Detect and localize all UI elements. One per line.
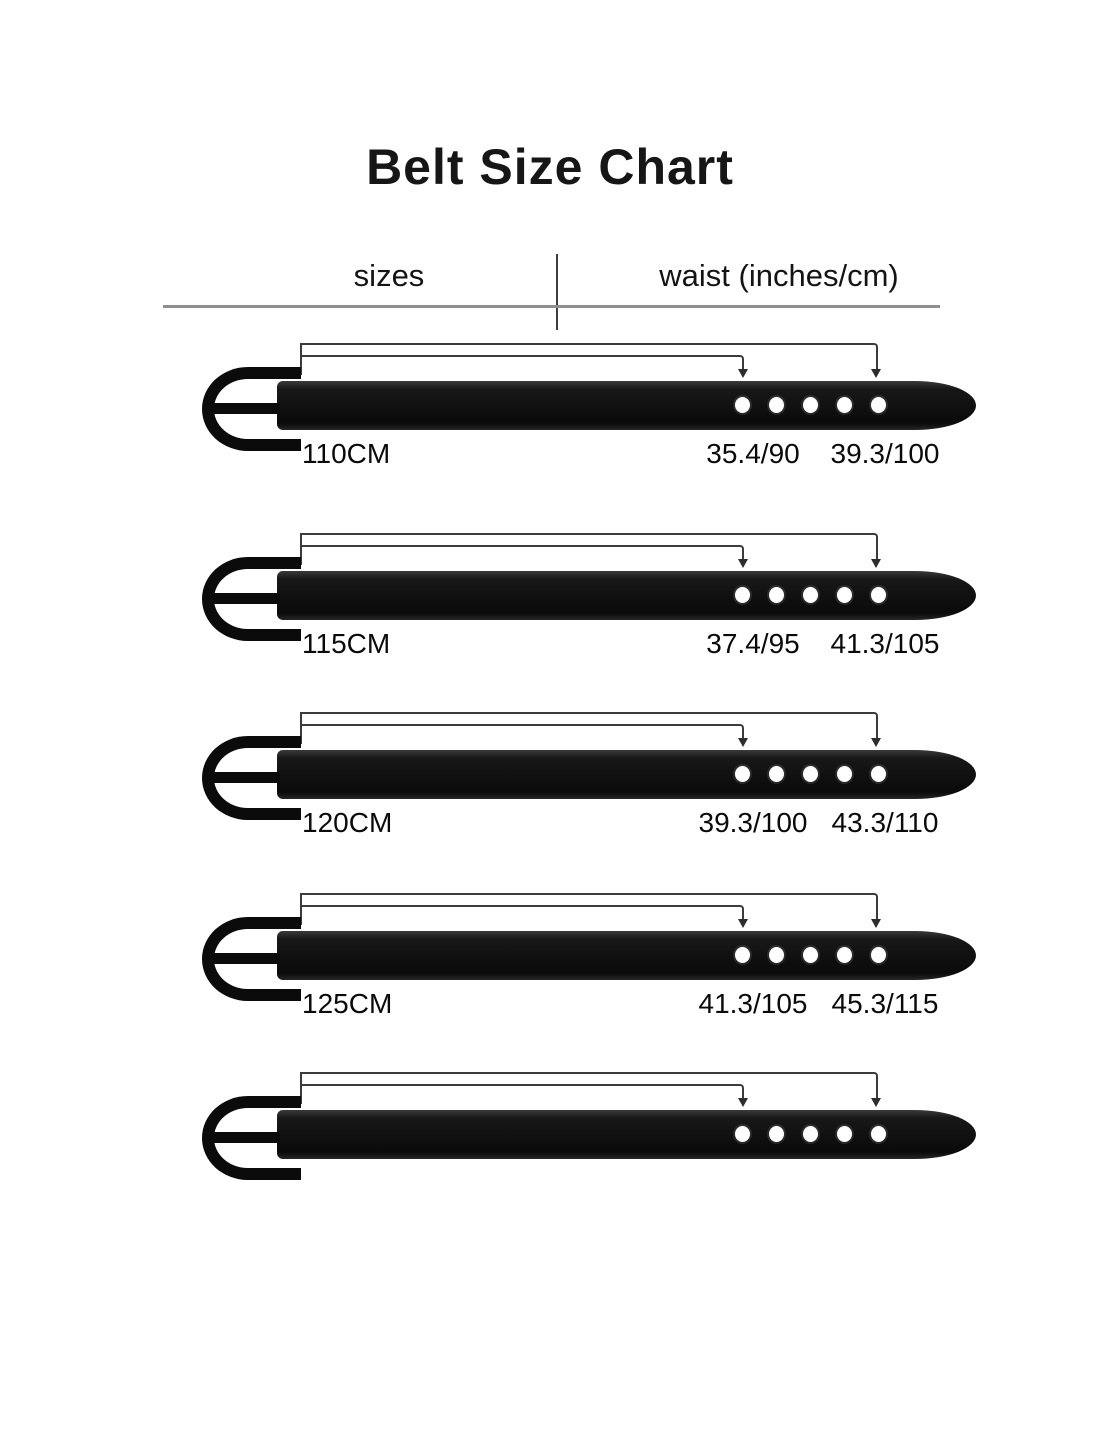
header-underline (163, 305, 940, 308)
inner-measure-bracket (300, 724, 744, 739)
belt-hole (769, 397, 784, 413)
outer-bracket-arrow-icon (871, 559, 881, 568)
waist-max-label: 39.3/100 (830, 438, 940, 469)
belt-row (0, 893, 1100, 1083)
belt-hole (803, 397, 818, 413)
belt-hole (871, 766, 886, 782)
belt-size-label: 110CM (302, 438, 391, 469)
inner-bracket-arrow-icon (738, 738, 748, 747)
belt-hole (769, 947, 784, 963)
belt-row (0, 343, 1100, 533)
waist-min-label: 35.4/90 (706, 438, 800, 469)
inner-bracket-arrow-icon (738, 559, 748, 568)
belt-row (0, 1072, 1100, 1262)
waist-min-label: 37.4/95 (706, 628, 800, 659)
belt-hole (803, 947, 818, 963)
belt-hole (735, 947, 750, 963)
buckle-prong (205, 403, 280, 414)
header-column-divider (556, 254, 558, 330)
inner-bracket-arrow-icon (738, 919, 748, 928)
belt-hole (803, 1126, 818, 1142)
belt-row (0, 712, 1100, 902)
belt-hole (735, 1126, 750, 1142)
belt-hole (803, 766, 818, 782)
page-title: Belt Size Chart (366, 139, 734, 195)
belt-hole (837, 947, 852, 963)
waist-max-label: 43.3/110 (831, 807, 939, 838)
inner-measure-bracket (300, 905, 744, 920)
belt-size-label: 125CM (302, 988, 393, 1019)
belt-hole (769, 587, 784, 603)
belt-hole (871, 397, 886, 413)
waist-min-label: 39.3/100 (698, 807, 808, 838)
outer-bracket-arrow-icon (871, 1098, 881, 1107)
belt-hole (837, 397, 852, 413)
outer-bracket-arrow-icon (871, 738, 881, 747)
belt-hole (735, 587, 750, 603)
inner-bracket-arrow-icon (738, 369, 748, 378)
outer-bracket-arrow-icon (871, 919, 881, 928)
column-header-sizes: sizes (353, 258, 425, 293)
buckle-prong (205, 593, 280, 604)
buckle-prong (205, 772, 280, 783)
outer-bracket-arrow-icon (871, 369, 881, 378)
belt-hole (837, 766, 852, 782)
belt-hole (735, 766, 750, 782)
belt-hole (803, 587, 818, 603)
belt-hole (837, 587, 852, 603)
waist-min-label: 41.3/105 (698, 988, 808, 1019)
belt-hole (871, 947, 886, 963)
waist-max-label: 41.3/105 (830, 628, 940, 659)
belt-hole (837, 1126, 852, 1142)
waist-max-label: 45.3/115 (831, 988, 939, 1019)
belt-hole (769, 766, 784, 782)
inner-measure-bracket (300, 1084, 744, 1099)
buckle-prong (205, 953, 280, 964)
belt-hole (735, 397, 750, 413)
inner-bracket-arrow-icon (738, 1098, 748, 1107)
belt-row (0, 533, 1100, 723)
belt-size-label: 115CM (302, 628, 391, 659)
buckle-prong (205, 1132, 280, 1143)
belt-hole (871, 1126, 886, 1142)
column-header-waist: waist (inches/cm) (659, 258, 899, 293)
belt-hole (769, 1126, 784, 1142)
inner-measure-bracket (300, 355, 744, 370)
belt-size-label: 120CM (302, 807, 393, 838)
inner-measure-bracket (300, 545, 744, 560)
belt-hole (871, 587, 886, 603)
